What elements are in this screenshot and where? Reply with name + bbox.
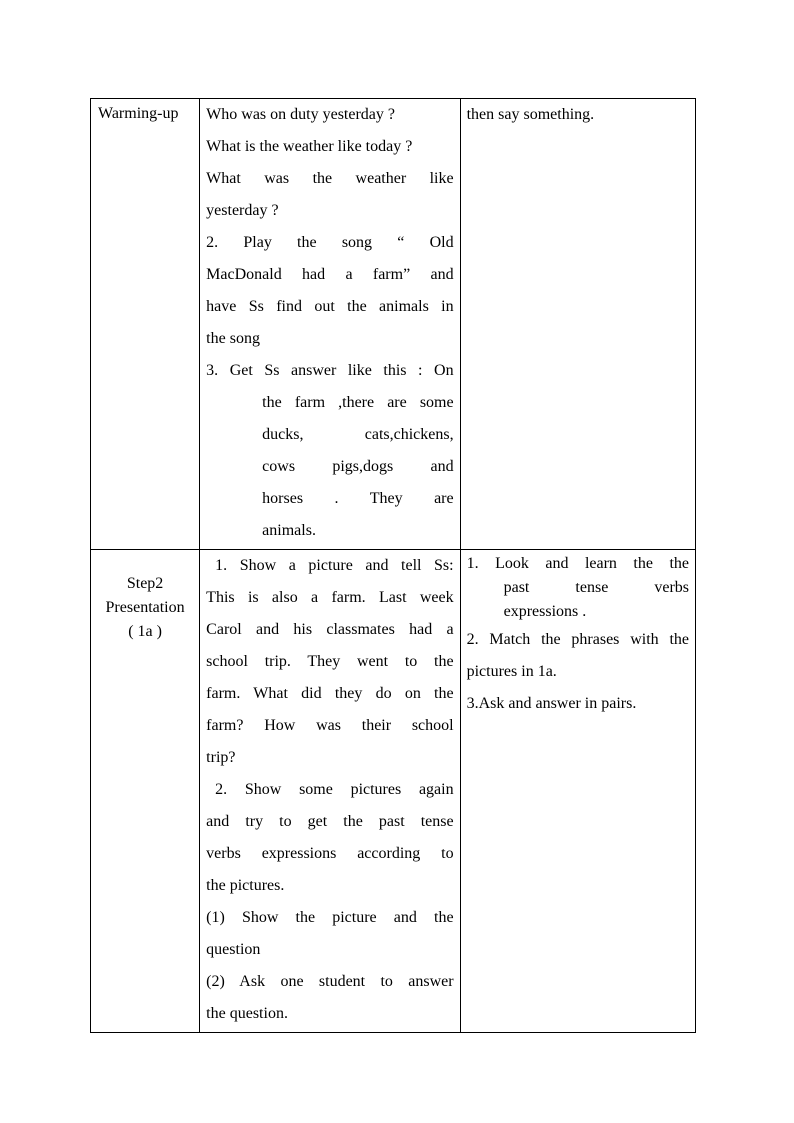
text-line: 2. Match the phrases with the [466,631,689,648]
stage-label: Step2 [126,575,164,592]
text-line: the pictures. [206,877,285,894]
text-line: What was the weather like [206,170,454,187]
text-line: and try to get the past tense [206,813,454,830]
text-line: school trip. They went to the [206,653,454,670]
text-line: farm? How was their school [206,717,454,734]
text-line: 3.Ask and answer in pairs. [466,695,637,712]
stage-label: ( 1a ) [128,623,162,640]
text-line: This is also a farm. Last week [206,589,454,606]
text-line: the farm ,there are some [262,394,454,411]
text-line: expressions . [503,603,587,620]
text-line: 3. Get Ss answer like this : On [206,362,454,379]
text-line: 2. Show some pictures again [215,781,454,798]
text-line: horses . They are [262,490,454,507]
text-line: animals. [262,522,316,539]
student-activity-cell [460,550,695,1033]
text-line: What is the weather like today ? [206,138,413,155]
student-activity-cell [460,99,695,550]
stage-label: Presentation [105,599,185,616]
text-line: farm. What did they do on the [206,685,454,702]
text-line: the question. [206,1005,288,1022]
teacher-activity-cell [200,550,460,1033]
text-line: ducks, cats,chickens, [262,426,454,443]
text-line: trip? [206,749,236,766]
lesson-plan-table [90,98,696,1033]
text-line: question [206,941,261,958]
text-line: have Ss find out the animals in [206,298,454,315]
text-line: (2) Ask one student to answer [206,973,454,990]
text-line: then say something. [466,106,595,123]
table-row [91,550,696,1033]
stage-cell [91,99,200,550]
text-line: cows pigs,dogs and [262,458,454,475]
text-line: Who was on duty yesterday ? [206,106,396,123]
text-line: verbs expressions according to [206,845,454,862]
text-line: Carol and his classmates had a [206,621,454,638]
stage-cell [91,550,200,1033]
text-line: (1) Show the picture and the [206,909,454,926]
text-line: 1. Show a picture and tell Ss: [215,557,454,574]
text-line: MacDonald had a farm” and [206,266,454,283]
text-line: 1. Look and learn the the [466,555,689,572]
teacher-activity-cell [200,99,460,550]
stage-label: Warming-up [98,105,179,122]
text-line: yesterday ? [206,202,279,219]
text-line: 2. Play the song “ Old [206,234,454,251]
table-row [91,99,696,550]
text-line: the song [206,330,260,347]
text-line: pictures in 1a. [466,663,557,680]
text-line: past tense verbs [503,579,689,596]
